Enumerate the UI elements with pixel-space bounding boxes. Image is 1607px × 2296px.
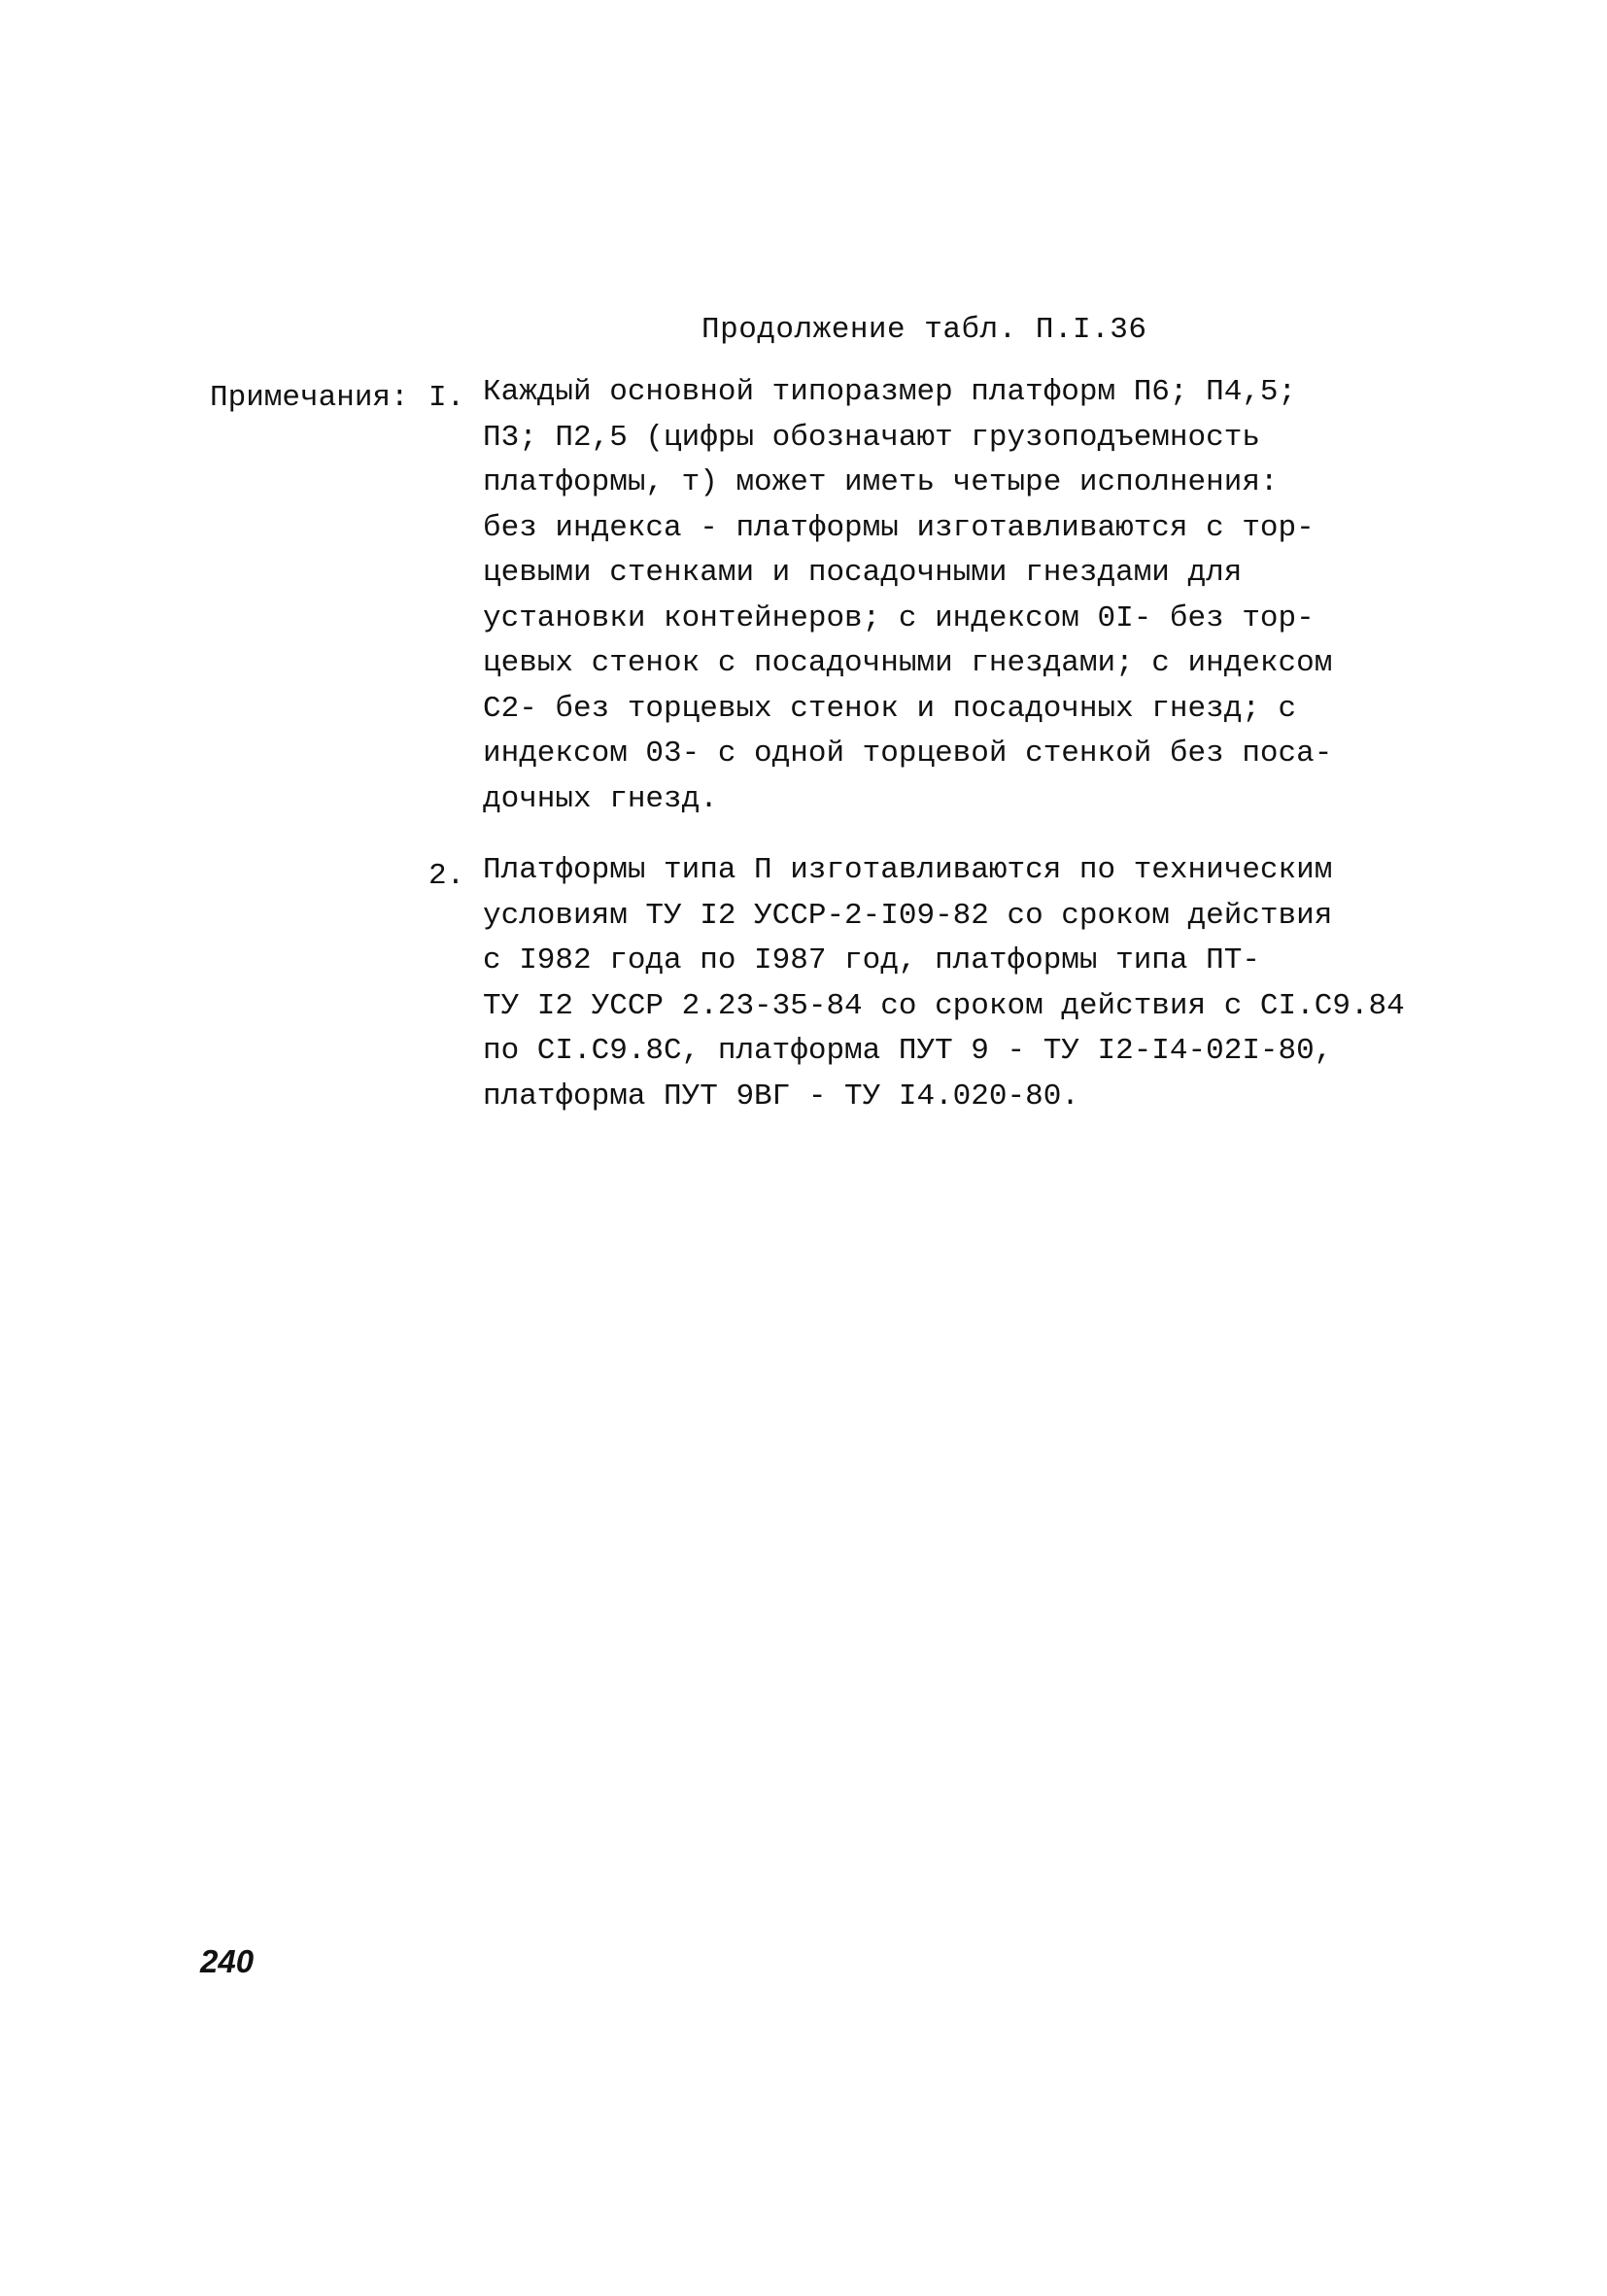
table-continuation-heading: Продолжение табл. П.I.36 — [701, 313, 1147, 347]
note-line: Платформы типа П изготавливаются по техническим — [483, 853, 1333, 887]
note-line: индексом 03- с одной торцевой стенкой без поса- — [483, 737, 1333, 771]
note-line: ТУ I2 УССР 2.23-35-84 со сроком действия с СI.С9.84 — [483, 988, 1405, 1023]
note-number: 2. — [428, 859, 465, 893]
note-line: условиям ТУ I2 УССР-2-I09-82 со сроком действия — [483, 898, 1333, 933]
note-line: С2- без торцевых стенок и посадочных гнезд; с — [483, 691, 1297, 726]
note-line: с I982 года по I987 год, платформы типа ПТ- — [483, 943, 1260, 977]
note-line: без индекса - платформы изготавливаются с тор- — [483, 510, 1315, 545]
note-line: платформа ПУТ 9ВГ - ТУ I4.020-80. — [483, 1079, 1079, 1114]
note-line: цевыми стенками и посадочными гнездами для — [483, 556, 1243, 590]
note-line: цевых стенок с посадочными гнездами; с индексом — [483, 646, 1333, 680]
note-line: платформы, т) может иметь четыре исполнения: — [483, 465, 1279, 499]
note-text — [483, 370, 1332, 822]
note-line: по СI.С9.8С, платформа ПУТ 9 - ТУ I2-I4-02I-80, — [483, 1034, 1333, 1068]
note-line: П3; П2,5 (цифры обозначают грузоподъемность — [483, 420, 1260, 455]
note-line: установки контейнеров; с индексом 0I- без тор- — [483, 600, 1315, 635]
note-line: дочных гнезд. — [483, 781, 718, 816]
notes-label: Примечания: — [210, 381, 409, 415]
note-text — [483, 848, 1405, 1119]
note-line: Каждый основной типоразмер платформ П6; П4,5; — [483, 375, 1297, 409]
note-number: I. — [428, 381, 465, 415]
page-number: 240 — [200, 1943, 255, 1979]
